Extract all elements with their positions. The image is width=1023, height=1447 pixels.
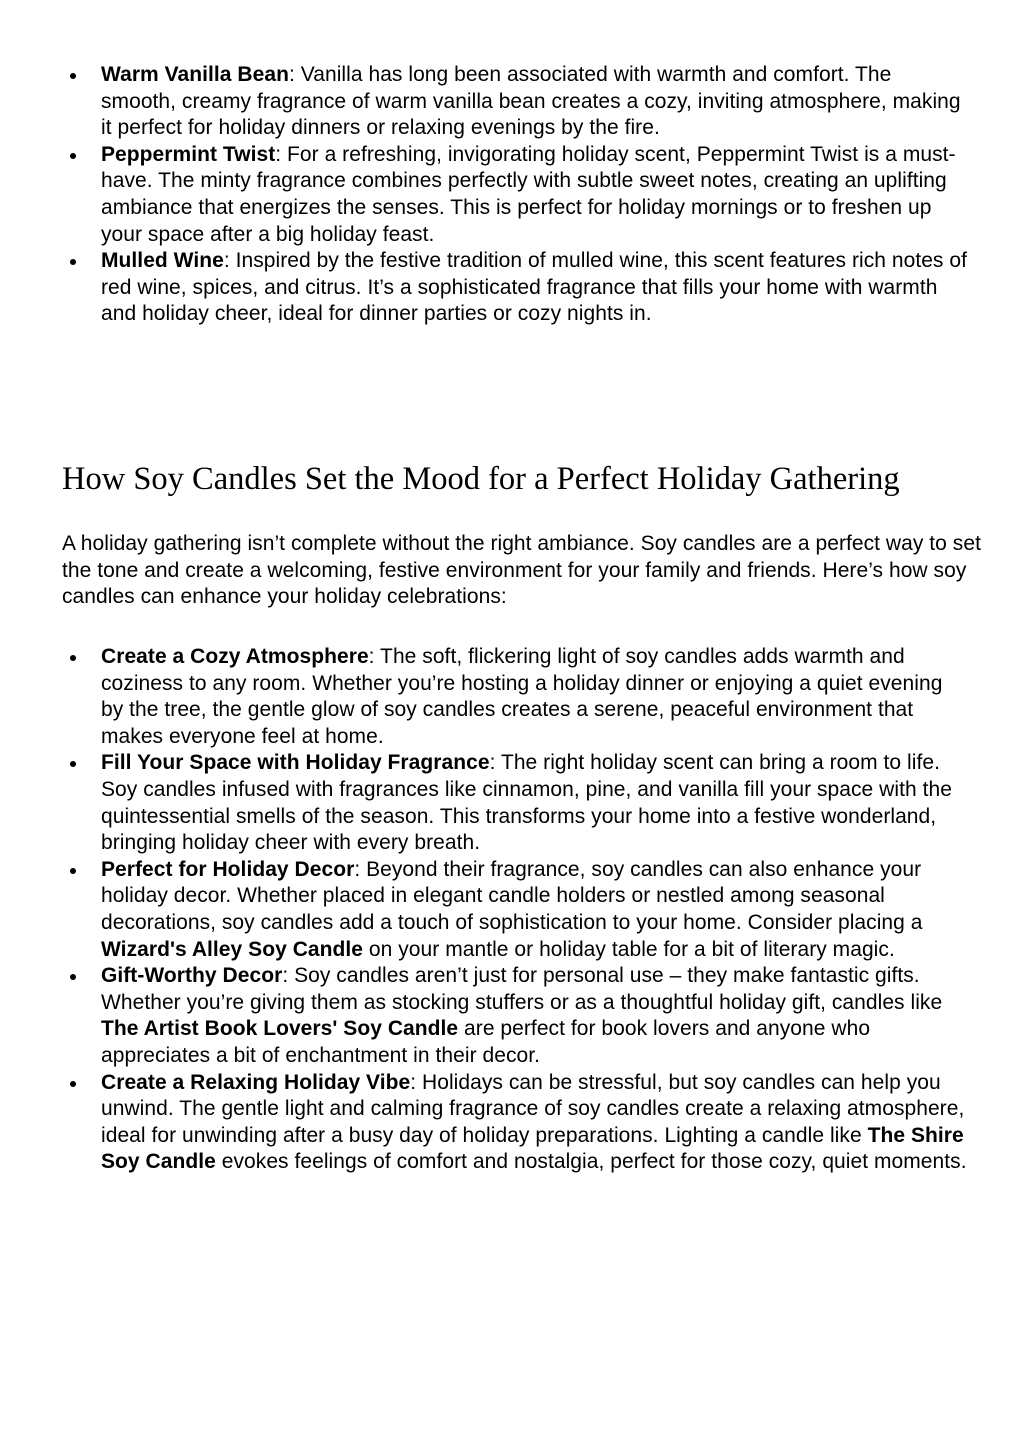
bullet-icon	[70, 974, 76, 980]
list-item-title: Peppermint Twist	[101, 142, 276, 166]
product-name: Wizard's Alley Soy Candle	[101, 937, 364, 961]
list-item-text: : Soy candles aren’t just for personal use – they make fantastic gifts. Whether you’re giving them as stocking stuffers or as a thoughtful holiday gift, candles like	[101, 964, 943, 1014]
list-item	[62, 142, 967, 248]
list-item-text: evokes feelings of comfort and nostalgia, perfect for those cozy, quiet moments.	[215, 1150, 967, 1174]
bullet-icon	[70, 868, 76, 874]
list-item-title: Fill Your Space with Holiday Fragrance	[101, 751, 490, 775]
mood-tips-list	[62, 644, 967, 1176]
list-item-text: : Vanilla has long been associated with warmth and comfort. The smooth, creamy fragrance of warm vanilla bean creates a cozy, inviting atmosphere, making it perfect for holiday dinners or relaxing evenings by the fire.	[101, 63, 961, 140]
list-item-title: Create a Cozy Atmosphere	[101, 645, 369, 668]
bullet-icon	[70, 655, 76, 661]
bullet-icon	[70, 153, 76, 159]
list-item-title: Gift-Worthy Decor	[101, 964, 283, 988]
list-item	[62, 857, 967, 963]
list-item-text: : Beyond their fragrance, soy candles can also enhance your holiday decor. Whether placed in elegant candle holders or nestled among seasonal decorations, soy candles add a touch of sophistication to your home. Consider placing a	[101, 857, 923, 934]
list-item-title: Mulled Wine	[101, 249, 224, 273]
intro-paragraph: A holiday gathering isn’t complete without the right ambiance. Soy candles are a perfect way to set the tone and create a welcoming, festive environment for your family and friends. Here’s how soy candles can enhance your holiday celebrations:	[62, 532, 981, 609]
list-item-title: Perfect for Holiday Decor	[101, 857, 355, 881]
list-item	[62, 1070, 967, 1176]
list-item	[62, 248, 967, 328]
list-item-text: : For a refreshing, invigorating holiday scent, Peppermint Twist is a must-have. The minty fragrance combines perfectly with subtle sweet notes, creating an uplifting ambiance that energizes the senses. This is perfect for holiday mornings or to freshen up your space after a big holiday feast.	[101, 142, 956, 246]
scent-list	[62, 62, 967, 328]
list-item	[62, 963, 967, 1069]
bullet-icon	[70, 259, 76, 265]
list-item	[62, 62, 967, 142]
bullet-icon	[70, 761, 76, 767]
product-name: The Shire Soy Candle	[101, 1123, 964, 1174]
bullet-icon	[70, 73, 76, 79]
list-item-text: : The right holiday scent can bring a room to life. Soy candles infused with fragrances like cinnamon, pine, and vanilla fill your space with the quintessential smells of the season. This transforms your home into a festive wonderland, bringing holiday cheer with every breath.	[101, 751, 952, 855]
list-item-text: are perfect for book lovers and anyone who appreciates a bit of enchantment in their decor.	[101, 1017, 871, 1067]
list-item-text: : Holidays can be stressful, but soy candles can help you unwind. The gentle light and calming fragrance of soy candles create a relaxing atmosphere, ideal for unwinding after a busy day of holiday preparations. Lighting a candle like	[101, 1070, 965, 1147]
bullet-icon	[70, 1081, 76, 1087]
list-item	[62, 750, 967, 856]
section-heading: How Soy Candles Set the Mood for a Perfect Holiday Gathering	[62, 461, 900, 497]
list-item-text: : The soft, flickering light of soy candles adds warmth and coziness to any room. Whether you’re hosting a holiday dinner or enjoying a quiet evening by the tree, the gentle glow of soy candles creates a serene, peaceful environment that makes everyone feel at home.	[101, 645, 943, 748]
list-item-text: on your mantle or holiday table for a bit of literary magic.	[363, 937, 895, 961]
list-item	[62, 644, 967, 750]
list-item-text: : Inspired by the festive tradition of mulled wine, this scent features rich notes of red wine, spices, and citrus. It’s a sophisticated fragrance that fills your home with warmth and holiday cheer, ideal for dinner parties or cozy nights in.	[101, 249, 967, 326]
product-name: The Artist Book Lovers' Soy Candle	[101, 1017, 459, 1041]
list-item-title: Create a Relaxing Holiday Vibe	[101, 1070, 411, 1094]
list-item-title: Warm Vanilla Bean	[101, 63, 289, 86]
